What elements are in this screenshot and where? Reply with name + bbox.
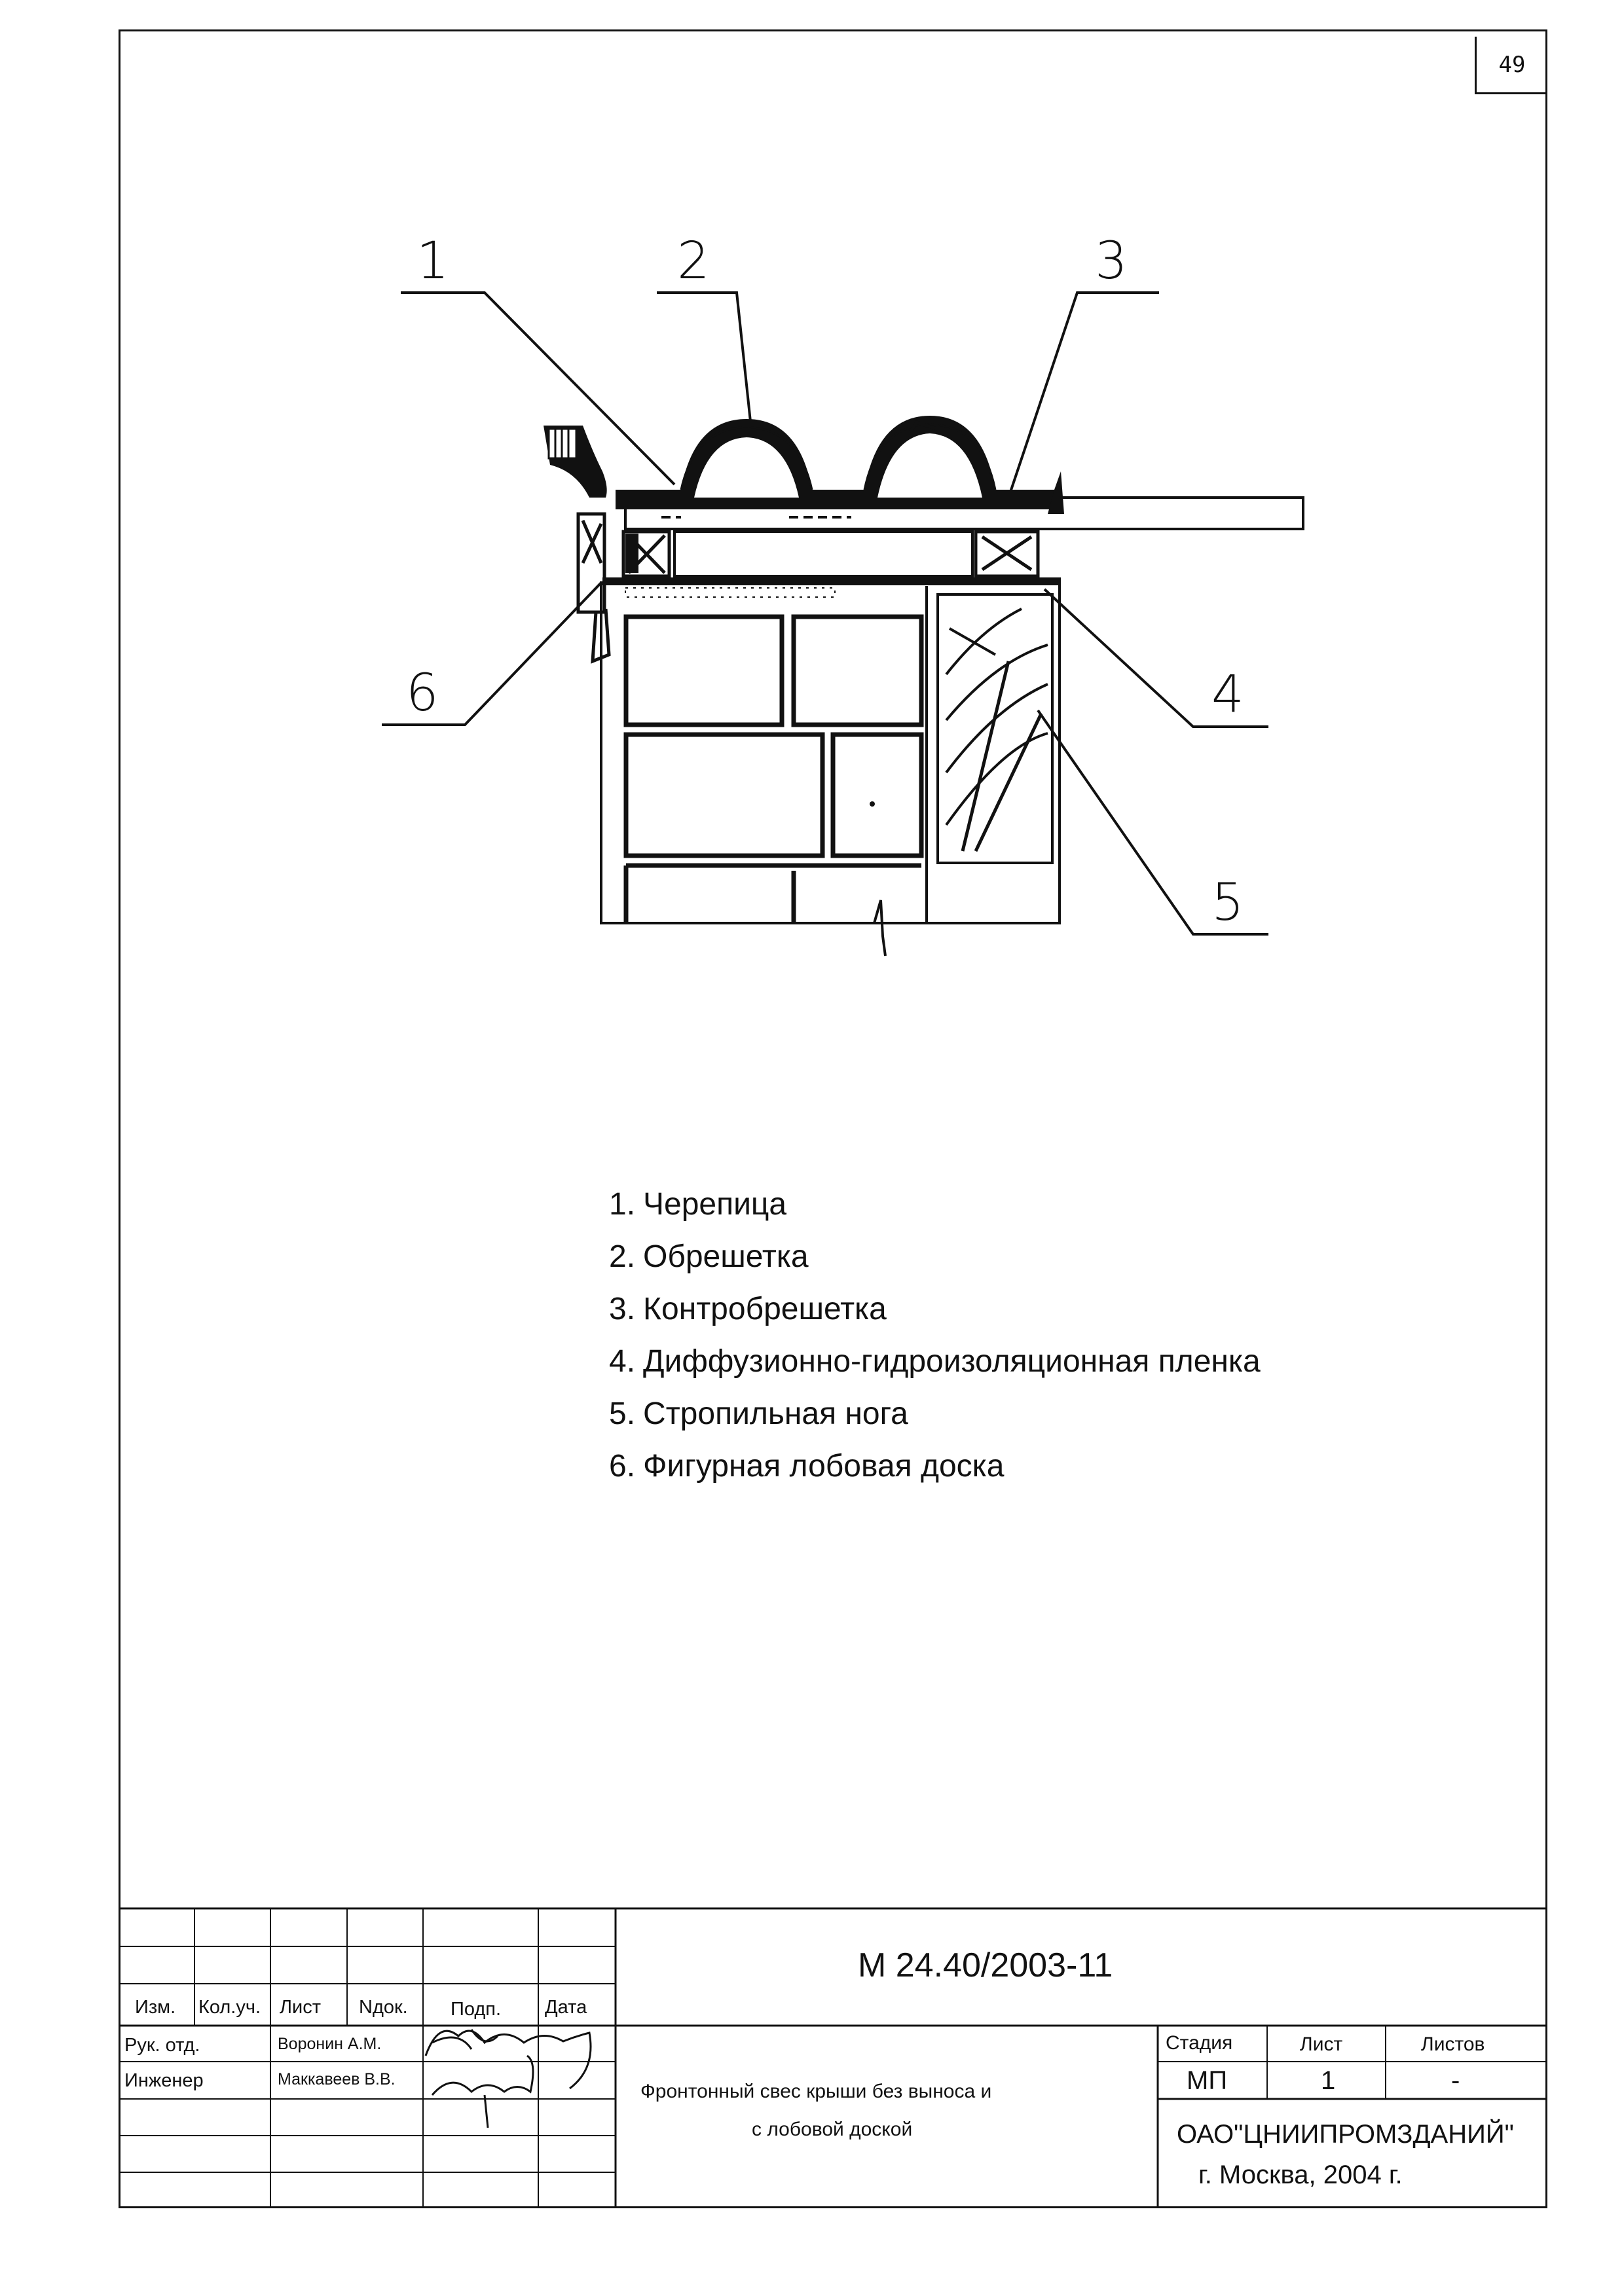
legend-number: 1. xyxy=(609,1187,636,1222)
sheet-title-line-2: с лобовой доской xyxy=(752,2119,913,2140)
role-head-of-dept: Рук. отд. xyxy=(124,2035,200,2056)
legend-text: Стропильная нога xyxy=(643,1396,908,1431)
signatures xyxy=(426,2030,591,2128)
role-engineer: Инженер xyxy=(124,2070,204,2091)
document-code: М 24.40/2003-11 xyxy=(858,1946,1113,1984)
legend-text: Черепица xyxy=(643,1187,787,1222)
header-ndok: Nдок. xyxy=(359,1997,408,2018)
name-head-of-dept: Воронин А.М. xyxy=(278,2035,382,2053)
callout-1: 1 xyxy=(416,232,449,291)
header-kol-uch: Кол.уч. xyxy=(198,1997,261,2018)
legend-number: 4. xyxy=(609,1344,636,1379)
header-data: Дата xyxy=(545,1997,587,2018)
legend-number: 5. xyxy=(609,1396,636,1431)
legend-text: Контробрешетка xyxy=(643,1292,887,1326)
callout-2: 2 xyxy=(677,232,710,291)
legend-text: Фигурная лобовая доска xyxy=(643,1449,1005,1484)
callout-5: 5 xyxy=(1211,873,1244,932)
sheets-label: Листов xyxy=(1421,2033,1485,2055)
organization-name: ОАО"ЦНИИПРОМЗДАНИЙ" xyxy=(1177,2120,1514,2149)
header-list: Лист xyxy=(280,1997,322,2018)
header-izm: Изм. xyxy=(135,1997,176,2018)
legend-text: Диффузионно-гидроизоляционная пленка xyxy=(643,1344,1261,1379)
callout-4: 4 xyxy=(1211,665,1244,724)
legend-number: 2. xyxy=(609,1239,636,1274)
callout-6: 6 xyxy=(406,664,439,723)
city-year: г. Москва, 2004 г. xyxy=(1198,2160,1403,2189)
sheet-value: 1 xyxy=(1321,2066,1336,2095)
sheets-value: - xyxy=(1451,2066,1460,2095)
stage-label: Стадия xyxy=(1166,2032,1233,2054)
stage-value: МП xyxy=(1187,2066,1228,2095)
sheet-number: 49 xyxy=(1498,51,1526,78)
legend-text: Обрешетка xyxy=(643,1239,809,1274)
legend-number: 6. xyxy=(609,1449,636,1484)
name-engineer: Маккавеев В.В. xyxy=(278,2070,396,2088)
sheet-title-line-1: Фронтонный свес крыши без выноса и xyxy=(640,2081,992,2102)
legend-number: 3. xyxy=(609,1292,636,1326)
callout-3: 3 xyxy=(1095,232,1128,291)
sheet-label: Лист xyxy=(1300,2033,1343,2055)
header-podp: Подп. xyxy=(451,1999,502,2020)
